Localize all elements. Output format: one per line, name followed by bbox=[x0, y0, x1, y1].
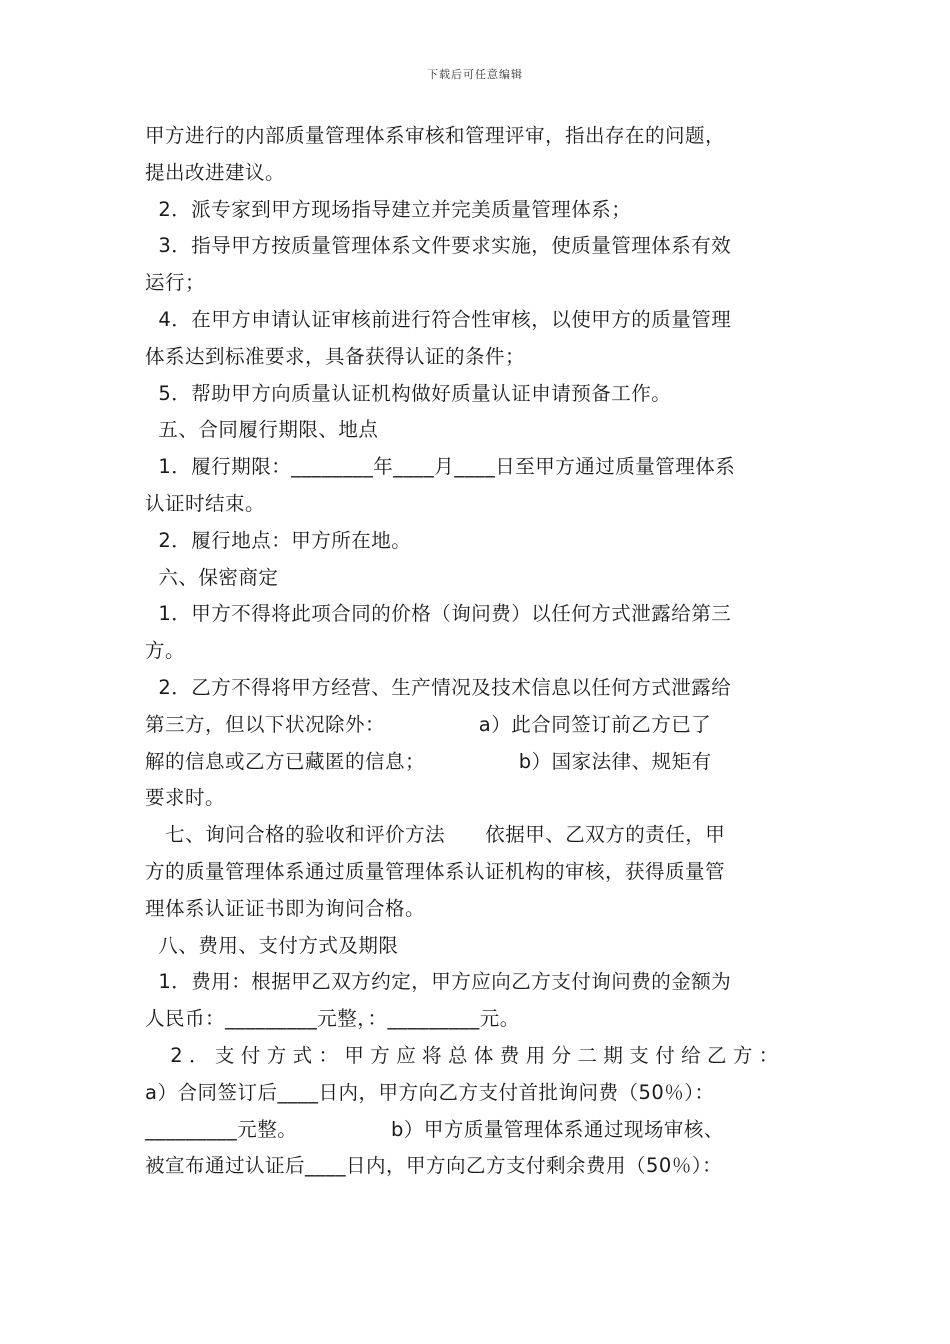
paragraph-line: 被宣布通过认证后____日内，甲方向乙方支付剩余费用（50％）： bbox=[145, 1154, 723, 1178]
paragraph-line: 1．费用：根据甲乙双方约定，甲方应向乙方支付询问费的金额为 bbox=[145, 970, 732, 994]
section-heading: 五、合同履行期限、地点 bbox=[145, 418, 379, 442]
contract-body bbox=[145, 118, 813, 1185]
paragraph-line: 5．帮助甲方向质量认证机构做好质量认证申请预备工作。 bbox=[145, 381, 672, 405]
section-heading: 八、费用、支付方式及期限 bbox=[145, 933, 399, 957]
section-heading: 六、保密商定 bbox=[145, 565, 279, 589]
paragraph-line: 1．甲方不得将此项合同的价格（询问费）以任何方式泄露给第三 bbox=[145, 602, 732, 626]
paragraph-line: 3．指导甲方按质量管理体系文件要求实施，使质量管理体系有效 bbox=[145, 234, 732, 258]
page-header-note: 下载后可任意编辑 bbox=[427, 68, 523, 81]
paragraph-line: _________元整。 b）甲方质量管理体系通过现场审核、 bbox=[145, 1117, 724, 1141]
paragraph-line: 方的质量管理体系通过质量管理体系认证机构的审核，获得质量管 bbox=[145, 859, 726, 883]
paragraph-line: 2．派专家到甲方现场指导建立并完美质量管理体系； bbox=[145, 197, 632, 221]
paragraph-line: 4．在甲方申请认证审核前进行符合性审核，以使甲方的质量管理 bbox=[145, 307, 732, 331]
paragraph-line: 2．履行地点：甲方所在地。 bbox=[145, 528, 412, 552]
paragraph-line: 认证时结束。 bbox=[145, 491, 266, 515]
paragraph-line: 体系达到标准要求，具备获得认证的条件； bbox=[145, 344, 526, 368]
paragraph-line: 第三方，但以下状况除外： a）此合同签订前乙方已了 bbox=[145, 712, 712, 736]
paragraph-line: 方。 bbox=[145, 639, 186, 663]
paragraph-line: 要求时。 bbox=[145, 786, 226, 810]
paragraph-line: a）合同签订后____日内，甲方向乙方支付首批询问费（50％）： bbox=[145, 1080, 715, 1104]
paragraph-line: 人民币：_________元整，：_________元。 bbox=[145, 1007, 520, 1031]
paragraph-line: 1．履行期限：________年____月____日至甲方通过质量管理体系 bbox=[145, 455, 736, 479]
paragraph-line: 甲方进行的内部质量管理体系审核和管理评审，指出存在的问题， bbox=[145, 124, 726, 147]
paragraph-line: 2．乙方不得将甲方经营、生产情况及技术信息以任何方式泄露给 bbox=[145, 675, 732, 699]
paragraph-line: 运行； bbox=[145, 271, 206, 295]
section-heading: 七、询问合格的验收和评价方法 依据甲、乙双方的责任，甲 bbox=[145, 823, 726, 847]
paragraph-line: 解的信息或乙方已藏匿的信息； b）国家法律、规矩有 bbox=[145, 749, 712, 773]
paragraph-line: 理体系认证证书即为询问合格。 bbox=[145, 896, 426, 920]
paragraph-line: 提出改进建议。 bbox=[145, 160, 286, 184]
paragraph-line: 2．支付方式：甲方应将总体费用分二期支付给乙方： bbox=[145, 1043, 785, 1067]
